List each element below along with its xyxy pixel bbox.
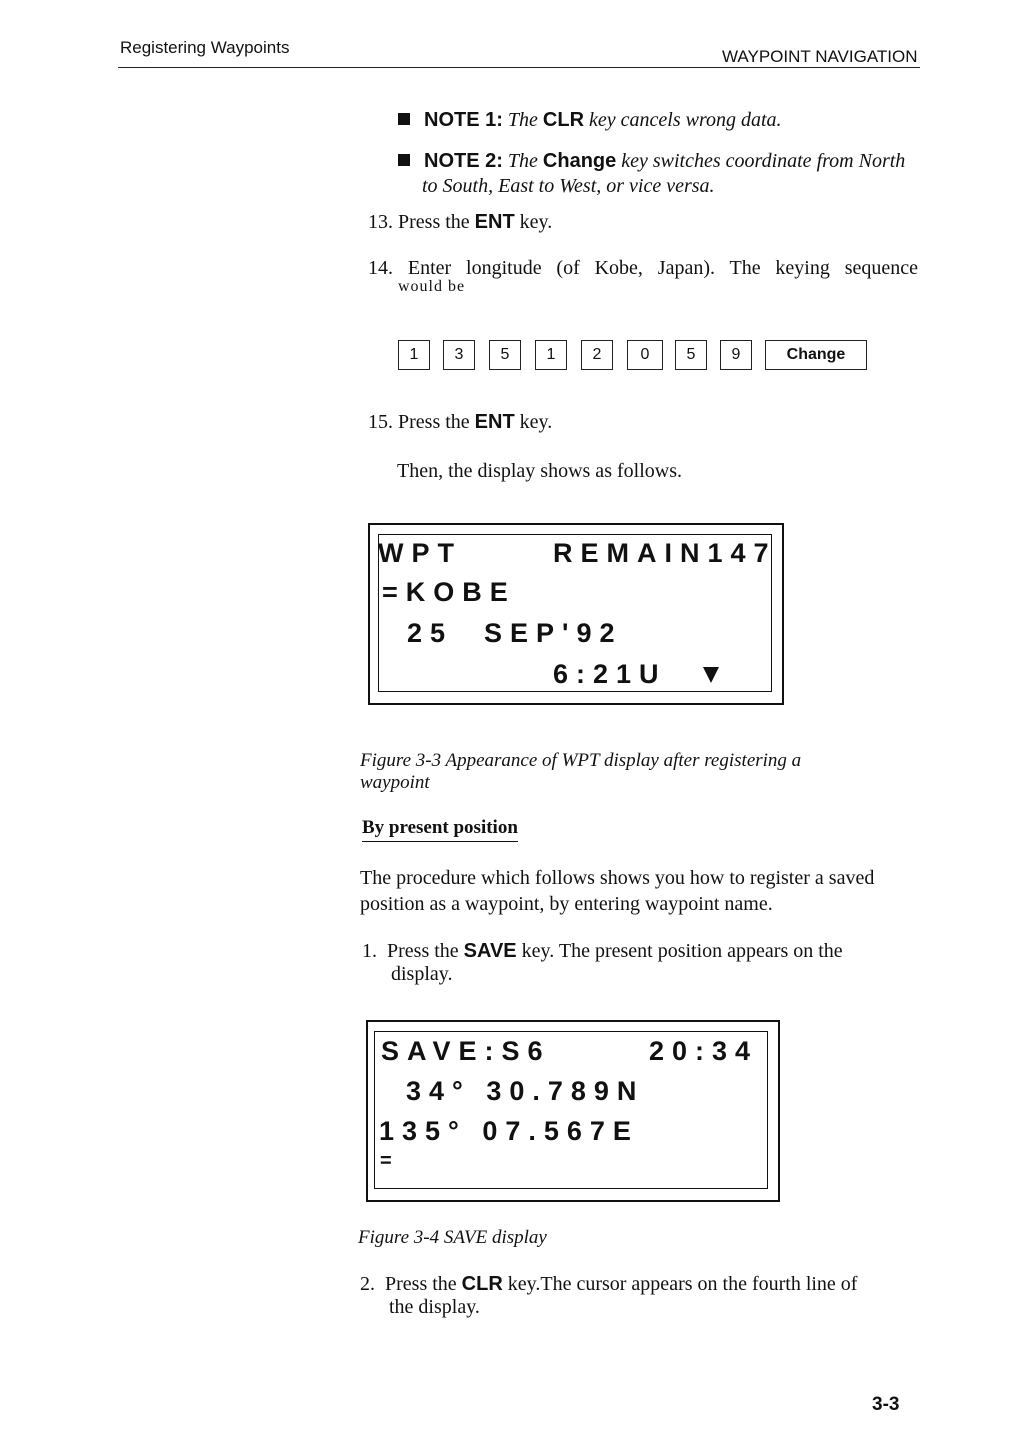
step-15 — [368, 410, 552, 434]
save-line1-right: 20:34 — [649, 1036, 759, 1066]
save-line3-longitude: 135° 07.567E — [379, 1116, 639, 1146]
key-0: 0 — [627, 340, 663, 370]
step-15-pre: Press the — [398, 411, 470, 433]
step-13-post: key. — [519, 211, 553, 233]
wpt-line1-left: WPT — [378, 538, 462, 568]
note-1-text: key cancels wrong data. — [589, 109, 782, 131]
key-1b: 1 — [535, 340, 567, 370]
step-14 — [368, 256, 918, 280]
header-rule — [118, 67, 920, 68]
note-2-key: Change — [542, 150, 617, 172]
step-14-number: 14. — [368, 257, 393, 279]
note-1-key: CLR — [542, 109, 585, 131]
step-14-text: Enter longitude (of Kobe, Japan). The keying sequence — [407, 257, 918, 279]
note-2-text: key switches coordinate from North — [621, 150, 906, 172]
step-15-post: key. — [519, 411, 553, 433]
header-section-title: Registering Waypoints — [120, 38, 290, 57]
save-line4-cursor: = — [380, 1150, 400, 1172]
key-9: 9 — [720, 340, 752, 370]
note-1-label: NOTE 1: — [424, 109, 503, 131]
note-2-pre: The — [507, 150, 538, 172]
note-2-continued: to South, East to West, or vice versa. — [422, 175, 715, 197]
step-14-continued: would be — [398, 278, 466, 295]
step-13-key: ENT — [474, 211, 515, 233]
key-5: 5 — [489, 340, 521, 370]
header-chapter-title: WAYPOINT NAVIGATION — [722, 47, 918, 66]
wpt-line3: 25 SEP'92 — [407, 618, 623, 648]
step-13-number: 13. — [368, 211, 393, 233]
step-1-number: 1. — [362, 940, 377, 962]
note-2 — [398, 149, 928, 173]
step-2-pre: Press the — [385, 1273, 457, 1295]
note-1-pre: The — [507, 109, 538, 131]
intro-line-1: The procedure which follows shows you how to register a saved — [360, 867, 875, 889]
note-2-label: NOTE 2: — [424, 150, 503, 172]
step-1-post: key. The present position appears on the — [521, 940, 843, 962]
wpt-line2: =KOBE — [382, 577, 516, 607]
key-change: Change — [765, 340, 867, 370]
key-5b: 5 — [675, 340, 707, 370]
step-15-key: ENT — [474, 411, 515, 433]
step-2 — [360, 1272, 857, 1296]
step-1-pre: Press the — [387, 940, 459, 962]
figure-3-4-caption: Figure 3-4 SAVE display — [358, 1227, 547, 1248]
wpt-line4: 6:21U — [553, 659, 667, 689]
intro-line-2: position as a waypoint, by entering waypoint name. — [360, 893, 773, 915]
bullet-icon — [398, 154, 410, 166]
step-2-continued: the display. — [389, 1296, 480, 1318]
then-text: Then, the display shows as follows. — [397, 460, 682, 482]
key-2: 2 — [581, 340, 613, 370]
step-1 — [362, 939, 843, 963]
step-2-key: CLR — [461, 1273, 503, 1295]
step-15-number: 15. — [368, 411, 393, 433]
step-1-continued: display. — [391, 963, 453, 985]
save-line2-latitude: 34° 30.789N — [406, 1076, 645, 1106]
step-2-number: 2. — [360, 1273, 375, 1295]
step-13-pre: Press the — [398, 211, 470, 233]
step-2-post: key.The cursor appears on the fourth line of — [507, 1273, 858, 1295]
step-1-key: SAVE — [463, 940, 517, 962]
wpt-line1-right: REMAIN147 — [553, 538, 777, 568]
down-triangle-icon — [703, 667, 719, 683]
page-number: 3-3 — [872, 1394, 900, 1415]
key-1: 1 — [398, 340, 430, 370]
section-title: By present position — [362, 817, 518, 842]
step-13 — [368, 210, 552, 234]
note-1 — [398, 108, 782, 132]
key-3: 3 — [443, 340, 475, 370]
figure-3-3-caption: Figure 3-3 Appearance of WPT display after registering a — [360, 750, 802, 771]
bullet-icon — [398, 113, 410, 125]
save-line1-left: SAVE:S6 — [381, 1036, 551, 1066]
figure-3-3-caption-cont: waypoint — [360, 772, 430, 793]
